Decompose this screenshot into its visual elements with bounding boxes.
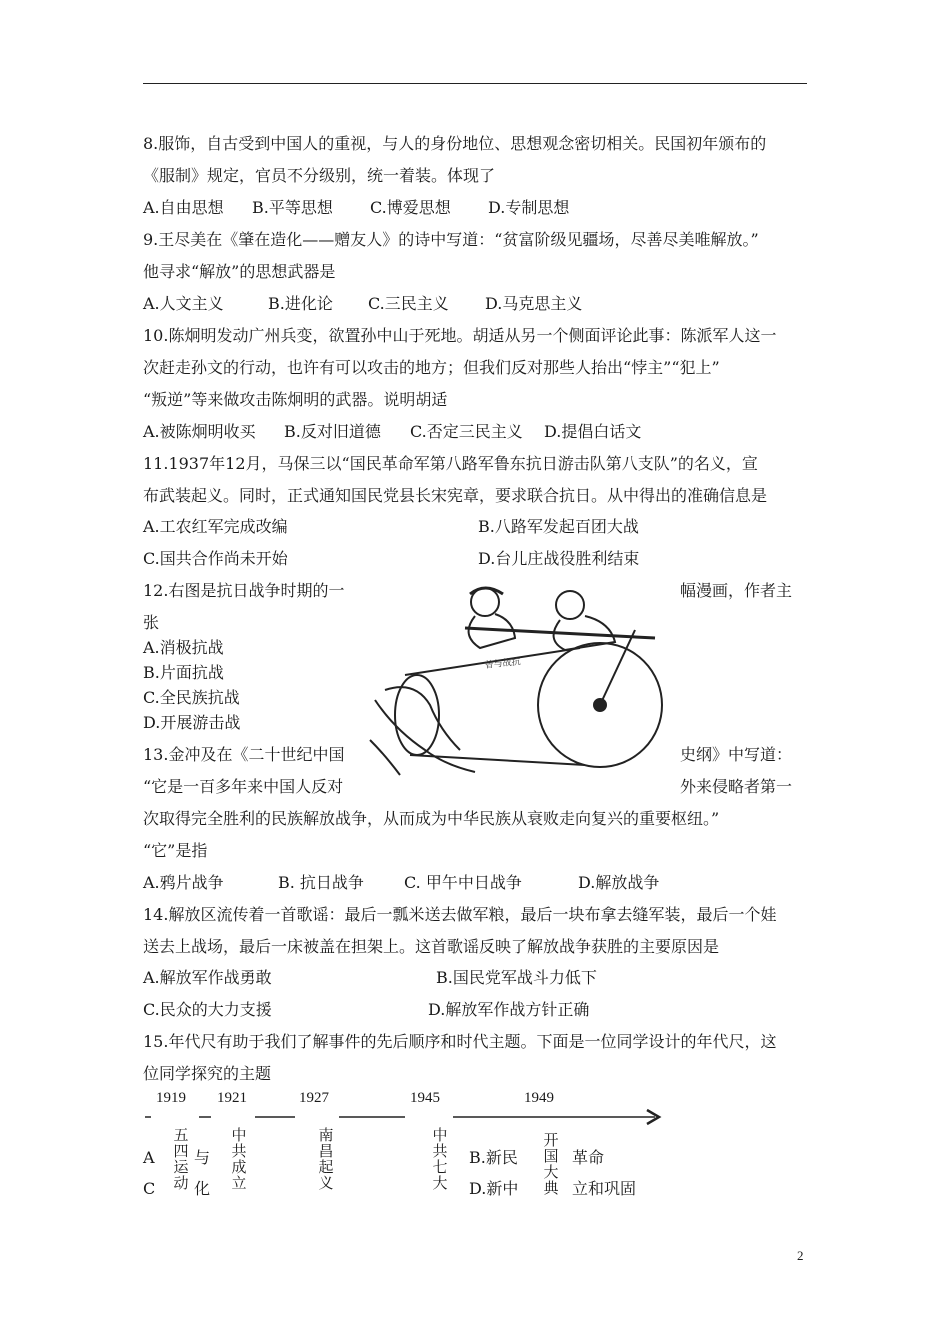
roller-label: 曾与战抗 <box>484 657 522 671</box>
q12-option-c: C.全民族抗战 <box>143 688 240 707</box>
q9-option-d: D.马克思主义 <box>485 294 583 313</box>
q10-option-d: D.提倡白话文 <box>544 422 642 441</box>
q15-option-b-tail: 革命 <box>572 1148 605 1167</box>
q9-option-c: C.三民主义 <box>368 294 449 313</box>
q11-option-c: C.国共合作尚未开始 <box>143 549 288 568</box>
q8-option-d: D.专制思想 <box>488 198 570 217</box>
q13-option-c: C. 甲午中日战争 <box>404 873 522 892</box>
q14-option-b: B.国民党军战斗力低下 <box>436 968 597 987</box>
q15-option-c-tail: 化 <box>194 1179 211 1198</box>
year-1921: 1921 <box>217 1090 247 1106</box>
q13-line-1a: 13.金冲及在《二十世纪中国 <box>143 745 345 764</box>
q13-line-1b: 史纲》中写道： <box>680 745 793 764</box>
q15-option-d-tail: 立和巩固 <box>572 1179 637 1198</box>
q13-option-d: D.解放战争 <box>578 873 660 892</box>
q8-option-a: A.自由思想 <box>143 198 224 217</box>
header-rule <box>143 83 807 84</box>
event-may-fourth: 五四运动 <box>173 1126 189 1192</box>
year-1927: 1927 <box>299 1090 329 1106</box>
q10-option-b: B.反对旧道德 <box>284 422 381 441</box>
q10-option-c: C.否定三民主义 <box>410 422 523 441</box>
q15-option-d: D.新中 <box>469 1179 519 1198</box>
q11-option-a: A.工农红军完成改编 <box>143 517 288 536</box>
q9-line-1: 9.王尽美在《肇在造化——赠友人》的诗中写道：“贫富阶级见疆场，尽善尽美唯解放。” <box>143 230 759 249</box>
event-nanchang-uprising: 南昌起义 <box>318 1126 334 1192</box>
q10-line-2: 次赶走孙文的行动，也许有可以攻击的地方；但我们反对那些人抬出“悖主”“犯上” <box>143 358 720 377</box>
q12-option-a: A.消极抗战 <box>143 638 224 657</box>
q15-option-a-tail: 与 <box>194 1148 211 1167</box>
q15-option-b: B.新民 <box>469 1148 518 1167</box>
cartoon-illustration <box>365 580 670 780</box>
q13-line-3: 次取得完全胜利的民族解放战争，从而成为中华民族从衰败走向复兴的重要枢纽。” <box>143 809 720 828</box>
event-cpc-founding: 中共成立 <box>231 1126 247 1192</box>
q11-line-1: 11.1937年12月，马保三以“国民革命军第八路军鲁东抗日游击队第八支队”的名义，宣 <box>143 454 758 473</box>
q15-option-c: C <box>143 1179 156 1198</box>
q14-option-a: A.解放军作战勇敢 <box>143 968 272 987</box>
q8-option-c: C.博爱思想 <box>370 198 451 217</box>
q8-line-1: 8.服饰，自古受到中国人的重视，与人的身份地位、思想观念密切相关。民国初年颁布的 <box>143 134 767 153</box>
q15-line-1: 15.年代尺有助于我们了解事件的先后顺序和时代主题。下面是一位同学设计的年代尺，这 <box>143 1032 777 1051</box>
q8-line-2: 《服制》规定，官员不分级别，统一着装。体现了 <box>143 166 496 185</box>
q11-line-2: 布武装起义。同时，正式通知国民党县长宋宪章，要求联合抗日。从中得出的准确信息是 <box>143 486 768 505</box>
q12-option-d: D.开展游击战 <box>143 713 241 732</box>
q12-line-2: 张 <box>143 613 160 632</box>
q10-line-1: 10.陈炯明发动广州兵变，欲置孙中山于死地。胡适从另一个侧面评论此事：陈派军人这一 <box>143 326 777 345</box>
q12-option-b: B.片面抗战 <box>143 663 224 682</box>
q14-option-d: D.解放军作战方针正确 <box>428 1000 590 1019</box>
q14-line-2: 送去上战场，最后一床被盖在担架上。这首歌谣反映了解放战争获胜的主要原因是 <box>143 937 720 956</box>
event-founding-ceremony: 开国大典 <box>543 1131 559 1197</box>
q14-option-c: C.民众的大力支援 <box>143 1000 272 1019</box>
q9-option-a: A.人文主义 <box>143 294 224 313</box>
page-number: 2 <box>797 1248 804 1263</box>
q14-line-1: 14.解放区流传着一首歌谣：最后一瓢米送去做军粮，最后一块布拿去缝军装，最后一个娃 <box>143 905 777 924</box>
q11-option-b: B.八路军发起百团大战 <box>478 517 639 536</box>
year-1945: 1945 <box>410 1090 440 1106</box>
q8-option-b: B.平等思想 <box>252 198 333 217</box>
q15-option-a: A <box>143 1148 155 1167</box>
q10-option-a: A.被陈炯明收买 <box>143 422 256 441</box>
q13-option-a: A.鸦片战争 <box>143 873 224 892</box>
q9-option-b: B.进化论 <box>268 294 333 313</box>
q13-option-b: B. 抗日战争 <box>278 873 364 892</box>
year-1919: 1919 <box>156 1090 186 1106</box>
q12-line-1a: 12.右图是抗日战争时期的一 <box>143 581 345 600</box>
year-1949: 1949 <box>524 1090 554 1106</box>
event-seventh-congress: 中共七大 <box>432 1126 448 1192</box>
q10-line-3: “叛逆”等来做攻击陈炯明的武器。说明胡适 <box>143 390 448 409</box>
q13-line-4: “它”是指 <box>143 841 208 860</box>
q15-line-2: 位同学探究的主题 <box>143 1064 272 1083</box>
q12-line-1b: 幅漫画，作者主 <box>680 581 793 600</box>
q13-line-2b: 外来侵略者第一 <box>680 777 793 796</box>
q13-line-2a: “它是一百多年来中国人反对 <box>143 777 344 796</box>
q11-option-d: D.台儿庄战役胜利结束 <box>478 549 640 568</box>
q9-line-2: 他寻求“解放”的思想武器是 <box>143 262 336 281</box>
